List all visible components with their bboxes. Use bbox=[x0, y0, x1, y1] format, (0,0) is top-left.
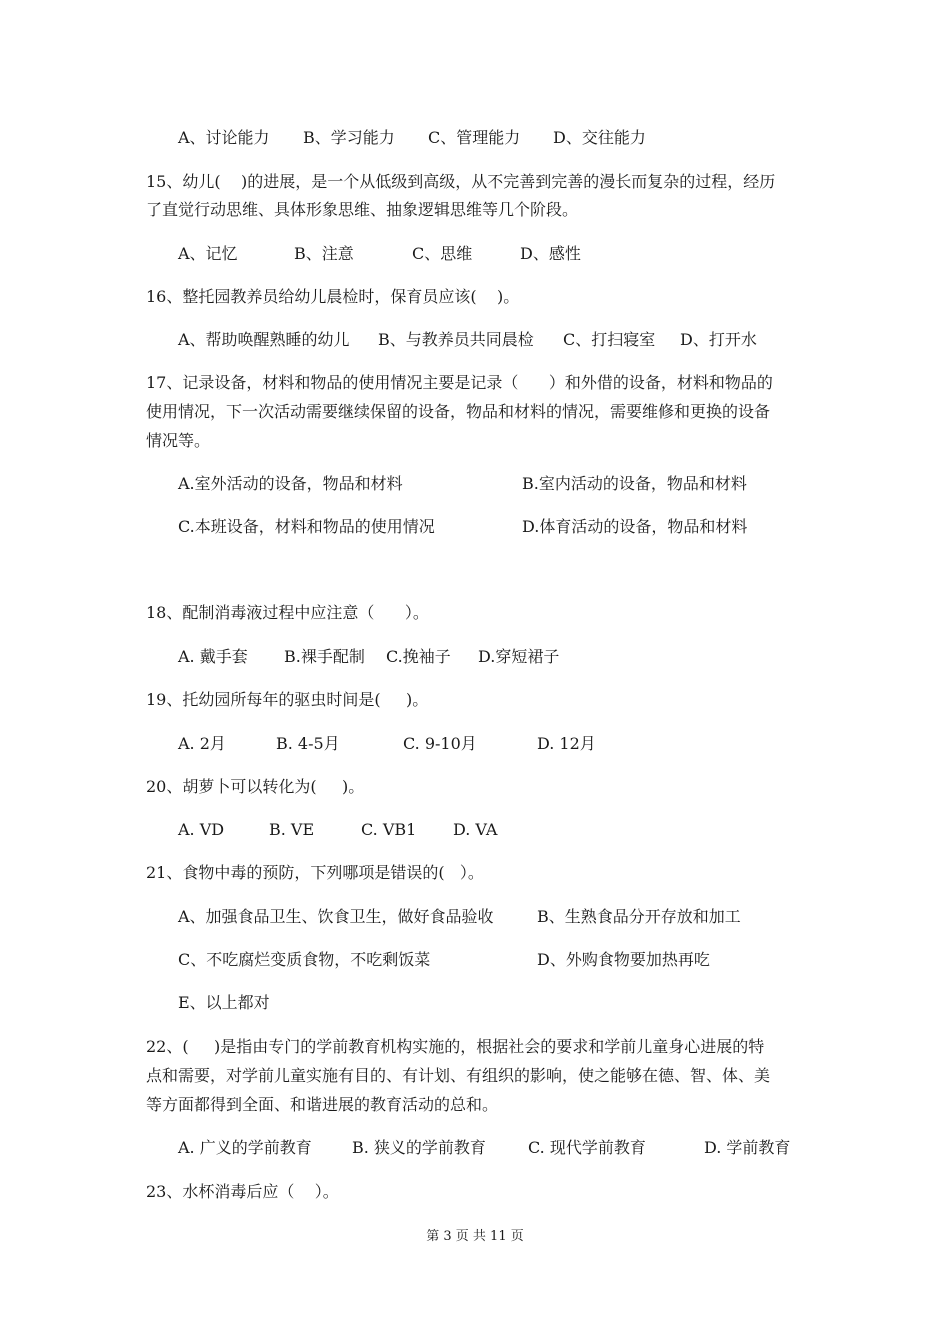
q14-option-a: A、讨论能力 bbox=[178, 128, 270, 147]
q16-option-c: C、打扫寝室 bbox=[563, 330, 656, 349]
q21-option-c: C、不吃腐烂变质食物，不吃剩饭菜 bbox=[178, 950, 431, 969]
q22-option-b: B. 狭义的学前教育 bbox=[352, 1138, 486, 1157]
q21-option-b: B、生熟食品分开存放和加工 bbox=[537, 907, 741, 926]
page-number-footer: 第 3 页 共 11 页 bbox=[426, 1229, 524, 1244]
q19-text-line-1: 19、托幼园所每年的驱虫时间是( )。 bbox=[146, 690, 429, 709]
q16-option-a: A、帮助唤醒熟睡的幼儿 bbox=[178, 330, 350, 349]
q19-option-a: A. 2月 bbox=[178, 734, 226, 753]
q22-text-line-2: 点和需要，对学前儿童实施有目的、有计划、有组织的影响，使之能够在德、智、体、美 bbox=[146, 1066, 771, 1085]
q17-text-line-2: 使用情况，下一次活动需要继续保留的设备，物品和材料的情况，需要维修和更换的设备 bbox=[146, 402, 771, 421]
q15-option-d: D、感性 bbox=[520, 244, 581, 263]
q14-option-b: B、学习能力 bbox=[303, 128, 395, 147]
q18-option-b: B.裸手配制 bbox=[284, 647, 365, 666]
q21-option-a: A、加强食品卫生、饮食卫生，做好食品验收 bbox=[178, 907, 494, 926]
q20-option-b: B. VE bbox=[269, 820, 315, 839]
q15-option-b: B、注意 bbox=[294, 244, 354, 263]
q17-option-d: D.体育活动的设备，物品和材料 bbox=[522, 517, 748, 536]
q20-option-d: D. VA bbox=[453, 820, 498, 839]
q17-text-line-3: 情况等。 bbox=[146, 431, 211, 450]
q21-option-e: E、以上都对 bbox=[178, 993, 270, 1012]
q17-text-line-1: 17、记录设备，材料和物品的使用情况主要是记录（ ）和外借的设备，材料和物品的 bbox=[146, 373, 773, 392]
q21-text-line-1: 21、食物中毒的预防，下列哪项是错误的( ）。 bbox=[146, 863, 484, 882]
q14-option-c: C、管理能力 bbox=[428, 128, 521, 147]
q18-option-a: A. 戴手套 bbox=[178, 647, 248, 666]
q18-text-line-1: 18、配制消毒液过程中应注意（ ）。 bbox=[146, 603, 429, 622]
q20-option-c: C. VB1 bbox=[361, 820, 417, 839]
q20-option-a: A. VD bbox=[178, 820, 225, 839]
q16-option-b: B、与教养员共同晨检 bbox=[378, 330, 534, 349]
q15-option-a: A、记忆 bbox=[178, 244, 238, 263]
q15-option-c: C、思维 bbox=[412, 244, 473, 263]
q18-option-d: D.穿短裙子 bbox=[478, 647, 560, 666]
q19-option-c: C. 9-10月 bbox=[403, 734, 477, 753]
q22-option-d: D. 学前教育 bbox=[704, 1138, 791, 1157]
q20-text-line-1: 20、胡萝卜可以转化为( )。 bbox=[146, 777, 365, 796]
q22-option-a: A. 广义的学前教育 bbox=[178, 1138, 312, 1157]
q16-option-d: D、打开水 bbox=[680, 330, 757, 349]
q16-text-line-1: 16、整托园教养员给幼儿晨检时，保育员应该( )。 bbox=[146, 287, 520, 306]
q22-option-c: C. 现代学前教育 bbox=[528, 1138, 646, 1157]
q17-option-c: C.本班设备，材料和物品的使用情况 bbox=[178, 517, 435, 536]
q15-text-line-2: 了直觉行动思维、具体形象思维、抽象逻辑思维等几个阶段。 bbox=[146, 200, 579, 219]
q19-option-b: B. 4-5月 bbox=[276, 734, 340, 753]
q23-text-line-1: 23、水杯消毒后应（ ）。 bbox=[146, 1182, 339, 1201]
q21-option-d: D、外购食物要加热再吃 bbox=[537, 950, 710, 969]
q15-text-line-1: 15、幼儿( )的进展，是一个从低级到高级，从不完善到完善的漫长而复杂的过程，经历 bbox=[146, 172, 776, 191]
q17-option-a: A.室外活动的设备，物品和材料 bbox=[178, 474, 403, 493]
q22-text-line-1: 22、( )是指由专门的学前教育机构实施的，根据社会的要求和学前儿童身心进展的特 bbox=[146, 1037, 765, 1056]
q14-option-d: D、交往能力 bbox=[553, 128, 646, 147]
q18-option-c: C.挽袖子 bbox=[386, 647, 451, 666]
q22-text-line-3: 等方面都得到全面、和谐进展的教育活动的总和。 bbox=[146, 1095, 499, 1114]
q19-option-d: D. 12月 bbox=[537, 734, 596, 753]
q17-option-b: B.室内活动的设备，物品和材料 bbox=[522, 474, 747, 493]
